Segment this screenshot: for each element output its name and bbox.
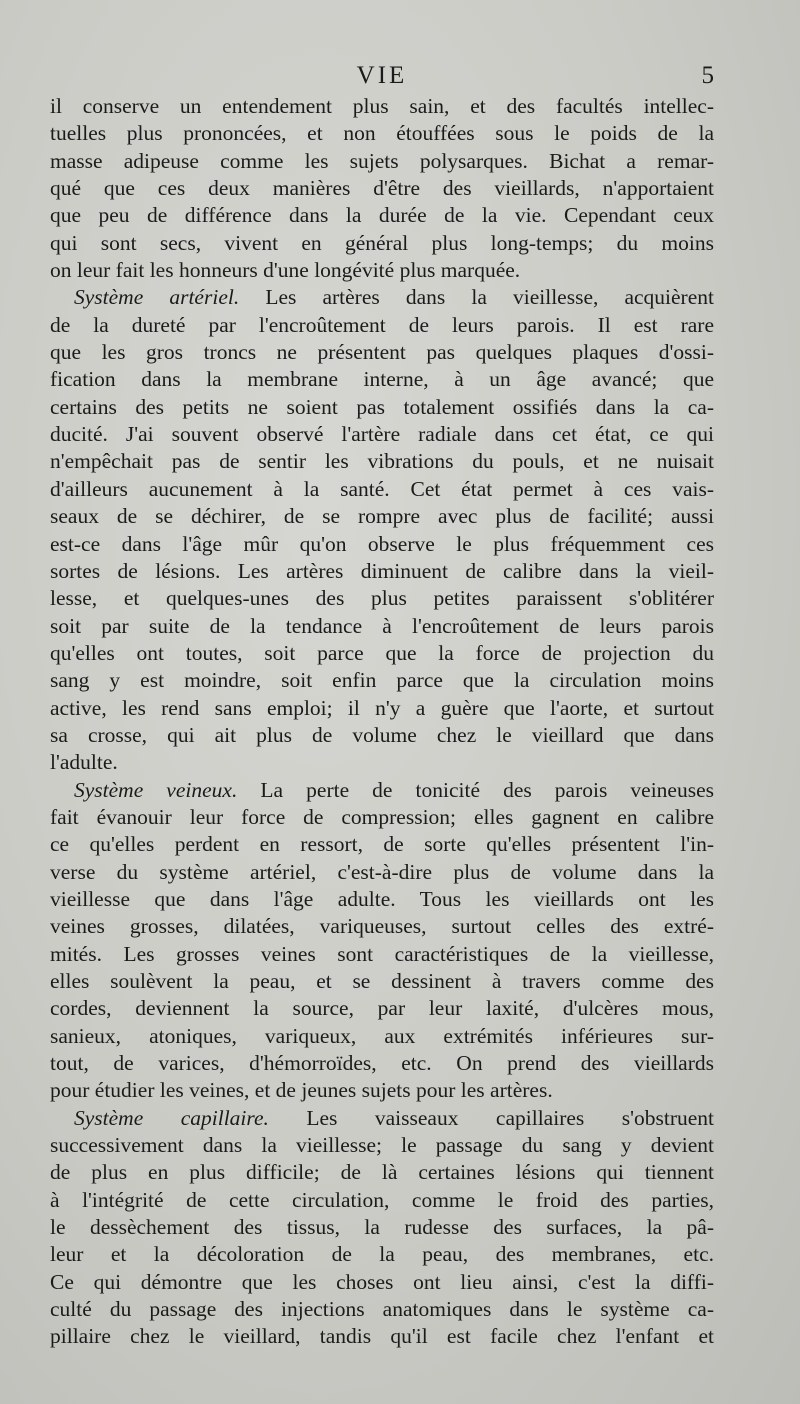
line-text: Les artères dans la vieillesse, acquièrent xyxy=(239,285,714,310)
text-line xyxy=(50,1050,714,1077)
line-text: fication dans la membrane interne, à un âge avancé; que xyxy=(50,367,714,392)
text-line xyxy=(50,1296,714,1323)
line-text: Les vaisseaux capillaires s'obstruent xyxy=(268,1105,714,1130)
text-line xyxy=(50,230,714,257)
line-text: sortes de lésions. Les artères diminuent de calibre dans la vieil- xyxy=(50,558,714,583)
line-text: vieillesse que dans l'âge adulte. Tous les vieillards ont les xyxy=(50,886,714,911)
text-line xyxy=(50,120,714,147)
line-text: active, les rend sans emploi; il n'y a guère que l'aorte, et surtout xyxy=(50,695,714,720)
text-line xyxy=(50,1159,714,1186)
line-text: de plus en plus difficile; de là certaines lésions qui tiennent xyxy=(50,1160,714,1185)
line-text: successivement dans la vieillesse; le passage du sang y devient xyxy=(50,1133,714,1158)
text-line xyxy=(50,312,714,339)
text-line xyxy=(50,1132,714,1159)
line-text: cordes, deviennent la source, par leur laxité, d'ulcères mous, xyxy=(50,996,714,1021)
text-line xyxy=(50,175,714,202)
line-text: pillaire chez le vieillard, tandis qu'il est facile chez l'enfant et xyxy=(50,1324,714,1349)
text-line xyxy=(50,531,714,558)
text-line xyxy=(50,1269,714,1296)
text-line xyxy=(50,968,714,995)
text-line xyxy=(50,148,714,175)
text-line xyxy=(50,421,714,448)
line-text: soit par suite de la tendance à l'encroûtement de leurs parois xyxy=(50,613,714,638)
text-line xyxy=(50,339,714,366)
line-text: de la dureté par l'encroûtement de leurs parois. Il est rare xyxy=(50,312,714,337)
line-text: certains des petits ne soient pas totalement ossifiés dans la ca- xyxy=(50,394,714,419)
text-line xyxy=(50,503,714,530)
text-line xyxy=(50,831,714,858)
line-text: on leur fait les honneurs d'une longévité plus marquée. xyxy=(50,258,521,283)
text-line xyxy=(50,558,714,585)
line-text: sa crosse, qui ait plus de volume chez le vieillard que dans xyxy=(50,722,714,747)
line-text: tuelles plus prononcées, et non étouffées sous le poids de la xyxy=(50,121,714,146)
line-text: fait évanouir leur force de compression; elles gagnent en calibre xyxy=(50,804,714,829)
text-line xyxy=(50,585,714,612)
line-text: elles soulèvent la peau, et se dessinent à travers comme des xyxy=(50,969,714,993)
text-line xyxy=(50,695,714,722)
text-line xyxy=(50,448,714,475)
text-line xyxy=(50,1105,714,1132)
line-text: ducité. J'ai souvent observé l'artère radiale dans cet état, ce qui xyxy=(50,422,714,447)
line-text: mités. Les grosses veines sont caractéristiques de la vieillesse, xyxy=(50,941,714,966)
text-line xyxy=(50,202,714,229)
line-text: sang y est moindre, soit enfin parce que la circulation moins xyxy=(50,668,714,693)
line-text: qui sont secs, vivent en général plus long-temps; du moins xyxy=(50,230,714,255)
line-text: il conserve un entendement plus sain, et des facultés intellec- xyxy=(50,94,714,118)
section-heading: Système capillaire. xyxy=(74,1105,269,1130)
line-text: masse adipeuse comme les sujets polysarques. Bichat a remar- xyxy=(50,148,714,173)
line-text: qu'elles ont toutes, soit parce que la force de projection du xyxy=(50,640,714,665)
text-line xyxy=(50,1187,714,1214)
text-line xyxy=(50,284,714,311)
text-line xyxy=(50,257,714,284)
text-line xyxy=(50,366,714,393)
line-text: ce qu'elles perdent en ressort, de sorte qu'elles présentent l'in- xyxy=(50,832,714,857)
text-line xyxy=(50,913,714,940)
line-text: que les gros troncs ne présentent pas quelques plaques d'ossi- xyxy=(50,340,714,365)
line-text: Ce qui démontre que les choses ont lieu ainsi, c'est la diffi- xyxy=(50,1269,714,1294)
line-text: sanieux, atoniques, variqueux, aux extrémités inférieures sur- xyxy=(50,1023,714,1048)
text-line xyxy=(50,995,714,1022)
line-text: l'adulte. xyxy=(50,750,118,775)
text-line xyxy=(50,613,714,640)
line-text: n'empêchait pas de sentir les vibrations du pouls, et ne nuisait xyxy=(50,449,714,474)
line-text: veines grosses, dilatées, variqueuses, surtout celles des extré- xyxy=(50,914,714,939)
line-text: que peu de différence dans la durée de la vie. Cependant ceux xyxy=(50,203,714,228)
page-number: 5 xyxy=(701,62,714,89)
line-text: verse du système artériel, c'est-à-dire plus de volume dans la xyxy=(50,859,714,884)
line-text: leur et la décoloration de la peau, des membranes, etc. xyxy=(50,1242,714,1267)
text-line xyxy=(50,722,714,749)
text-line xyxy=(50,394,714,421)
line-text: lesse, et quelques-unes des plus petites paraissent s'oblitérer xyxy=(50,586,714,611)
line-text: qué que ces deux manières d'être des vieillards, n'apportaient xyxy=(50,176,714,201)
section-heading: Système veineux. xyxy=(74,777,238,802)
text-line xyxy=(50,749,714,776)
line-text: La perte de tonicité des parois veineuses xyxy=(237,777,714,802)
text-line xyxy=(50,93,714,120)
text-line xyxy=(50,1241,714,1268)
page-header xyxy=(50,58,714,94)
line-text: culté du passage des injections anatomiques dans le système ca- xyxy=(50,1297,714,1322)
line-text: à l'intégrité de cette circulation, comme le froid des parties, xyxy=(50,1187,714,1212)
text-line xyxy=(50,1023,714,1050)
text-line xyxy=(50,476,714,503)
text-line xyxy=(50,804,714,831)
text-line xyxy=(50,1077,714,1104)
line-text: seaux de se déchirer, de se rompre avec plus de facilité; aussi xyxy=(50,504,714,529)
text-line xyxy=(50,667,714,694)
line-text: tout, de varices, d'hémorroïdes, etc. On prend des vieillards xyxy=(50,1051,714,1076)
text-line xyxy=(50,777,714,804)
text-line xyxy=(50,859,714,886)
line-text: est-ce dans l'âge mûr qu'on observe le plus fréquemment ces xyxy=(50,531,714,556)
text-line xyxy=(50,1214,714,1241)
section-heading: Système artériel. xyxy=(74,285,240,310)
text-line xyxy=(50,941,714,968)
running-head: VIE xyxy=(356,62,408,89)
body-text xyxy=(50,93,714,1351)
text-line xyxy=(50,1323,714,1350)
line-text: d'ailleurs aucunement à la santé. Cet état permet à ces vais- xyxy=(50,476,714,501)
line-text: le dessèchement des tissus, la rudesse des surfaces, la pâ- xyxy=(50,1215,714,1240)
line-text: pour étudier les veines, et de jeunes sujets pour les artères. xyxy=(50,1078,553,1103)
text-line xyxy=(50,886,714,913)
text-line xyxy=(50,640,714,667)
